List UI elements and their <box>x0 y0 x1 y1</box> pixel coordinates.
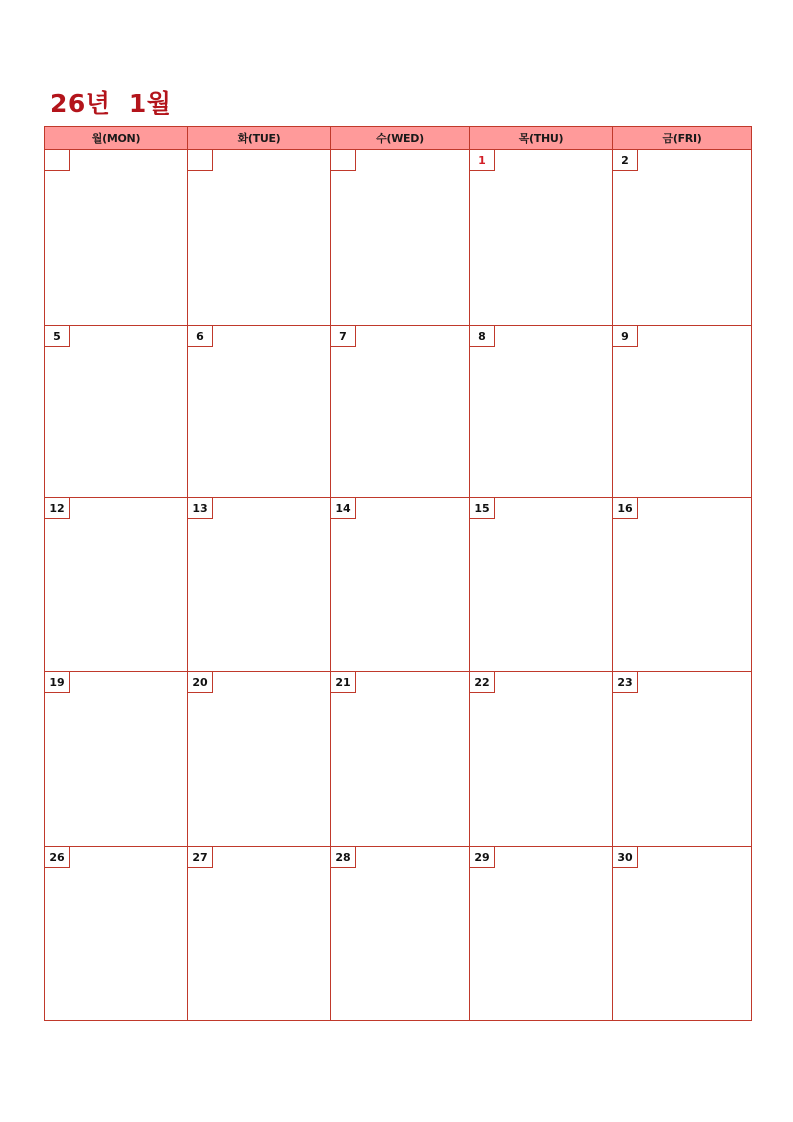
day-number: 27 <box>188 847 213 868</box>
day-number: 20 <box>188 672 213 693</box>
day-number: 12 <box>45 498 70 519</box>
calendar-body <box>45 150 751 1020</box>
day-cell[interactable] <box>330 846 469 1020</box>
day-number: 29 <box>470 847 495 868</box>
weekday-friday: 금(FRI) <box>612 127 751 149</box>
day-cell[interactable] <box>612 150 751 325</box>
day-number: 26 <box>45 847 70 868</box>
day-cell[interactable] <box>469 846 612 1020</box>
day-cell[interactable] <box>612 671 751 846</box>
day-cell[interactable] <box>330 325 469 497</box>
day-number: 5 <box>45 326 70 347</box>
day-number: 15 <box>470 498 495 519</box>
day-number: 21 <box>331 672 356 693</box>
day-cell[interactable] <box>45 846 187 1020</box>
day-number: 19 <box>45 672 70 693</box>
day-number: 1 <box>470 150 495 171</box>
day-cell[interactable] <box>330 497 469 671</box>
day-number: 2 <box>613 150 638 171</box>
day-number: 9 <box>613 326 638 347</box>
day-cell[interactable] <box>187 497 330 671</box>
calendar-grid <box>44 126 752 1021</box>
day-cell[interactable] <box>469 671 612 846</box>
page-title: 26년 1월 <box>50 89 172 118</box>
day-number: 22 <box>470 672 495 693</box>
weekday-wednesday: 수(WED) <box>330 127 469 149</box>
day-number: 8 <box>470 326 495 347</box>
day-cell[interactable] <box>330 150 469 325</box>
weekday-monday: 월(MON) <box>91 132 141 145</box>
day-cell[interactable] <box>187 671 330 846</box>
day-number <box>188 150 213 171</box>
day-cell[interactable] <box>469 325 612 497</box>
day-cell[interactable] <box>469 150 612 325</box>
day-number: 6 <box>188 326 213 347</box>
day-number <box>45 150 70 171</box>
day-cell[interactable] <box>187 150 330 325</box>
day-number <box>331 150 356 171</box>
day-cell[interactable] <box>187 846 330 1020</box>
day-cell[interactable] <box>612 325 751 497</box>
day-number: 16 <box>613 498 638 519</box>
weekday-tuesday: 화(TUE) <box>187 127 330 149</box>
weekday-header <box>45 127 751 150</box>
day-cell[interactable] <box>187 325 330 497</box>
day-cell[interactable] <box>469 497 612 671</box>
day-cell[interactable] <box>45 497 187 671</box>
day-number: 28 <box>331 847 356 868</box>
day-cell[interactable] <box>45 325 187 497</box>
day-cell[interactable] <box>45 150 187 325</box>
day-number: 13 <box>188 498 213 519</box>
day-cell[interactable] <box>612 497 751 671</box>
day-number: 23 <box>613 672 638 693</box>
day-cell[interactable] <box>612 846 751 1020</box>
day-cell[interactable] <box>45 671 187 846</box>
day-number: 7 <box>331 326 356 347</box>
day-number: 30 <box>613 847 638 868</box>
day-cell[interactable] <box>330 671 469 846</box>
day-number: 14 <box>331 498 356 519</box>
weekday-thursday: 목(THU) <box>469 127 612 149</box>
